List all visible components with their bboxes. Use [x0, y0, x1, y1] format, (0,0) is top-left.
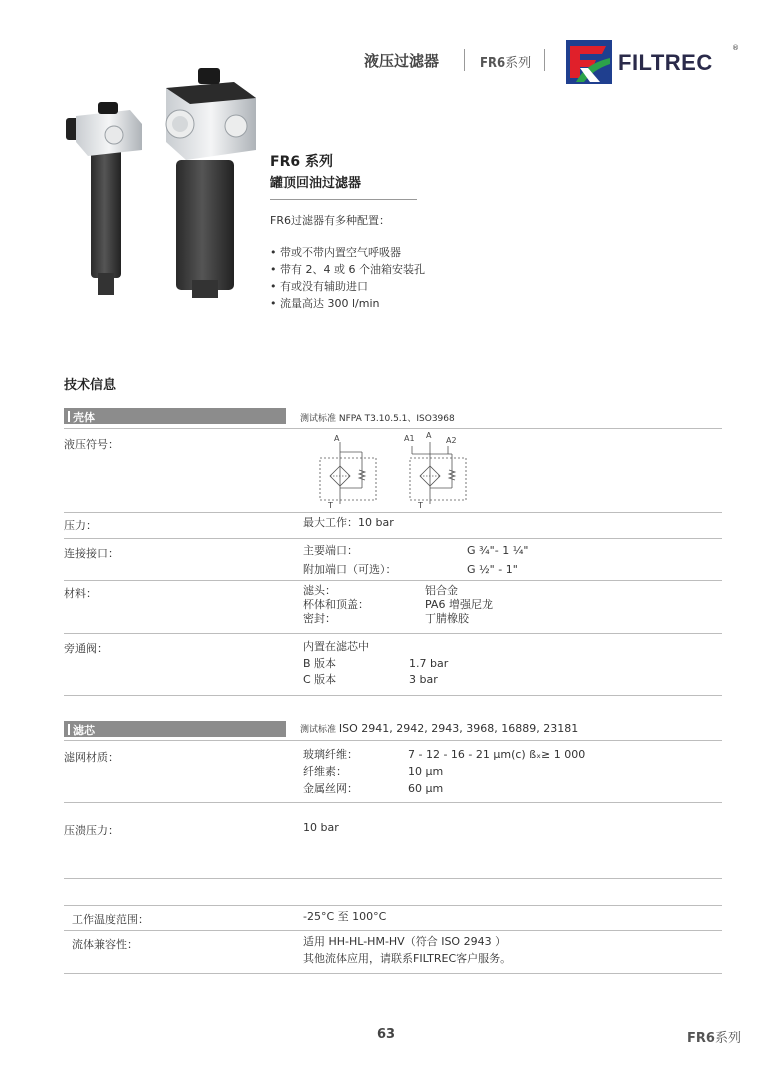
row-divider	[64, 695, 722, 696]
material-seal-value: 丁腈橡胶	[425, 612, 469, 625]
svg-text:A2: A2	[446, 436, 457, 445]
bypass-c-key: C 版本	[303, 673, 337, 686]
bypass-c-value: 3 bar	[409, 673, 438, 686]
row-divider	[64, 428, 722, 429]
fluid-line-2: 其他流体应用，请联系FILTREC客户服务。	[303, 952, 512, 965]
port-main-value: G ¾"- 1 ¼"	[467, 544, 529, 557]
list-item: • 有或没有辅助进口	[270, 278, 425, 295]
temp-value: -25°C 至 100°C	[303, 910, 387, 923]
media-glass-key: 玻璃纤维：	[303, 748, 358, 761]
row-divider	[64, 930, 722, 931]
material-bowl-key: 杯体和顶盖：	[303, 598, 369, 611]
housing-standard: 测试标准 NFPA T3.10.5.1、ISO3968	[300, 414, 455, 424]
port-main-key: 主要端口：	[303, 544, 358, 557]
media-mesh-value: 60 µm	[408, 782, 444, 795]
row-divider	[64, 973, 722, 974]
page-number: 63	[377, 1027, 396, 1042]
series-subtitle: 罐顶回油过滤器	[270, 176, 362, 191]
logo-wordmark: FILTREC	[618, 50, 713, 75]
product-photo	[58, 68, 263, 303]
housing-label: 壳体	[68, 409, 95, 425]
footer-series: FR6系列	[687, 1031, 741, 1046]
hydraulic-symbol	[306, 432, 482, 510]
temp-label: 工作温度范围：	[72, 913, 149, 926]
port-aux-value: G ½" - 1"	[467, 563, 518, 576]
intro-divider	[270, 199, 417, 200]
symbol-label: 液压符号：	[64, 438, 119, 451]
row-divider	[64, 740, 722, 741]
list-item: • 带有 2、4 或 6 个油箱安装孔	[270, 261, 425, 278]
media-cellulose-key: 纤维素：	[303, 765, 347, 778]
feature-list	[270, 244, 425, 312]
svg-text:T: T	[328, 501, 333, 510]
material-head-key: 滤头：	[303, 584, 336, 597]
material-head-value: 铝合金	[425, 584, 458, 597]
element-label: 滤芯	[68, 722, 95, 738]
header-title: 液压过滤器	[364, 52, 440, 70]
port-aux-key: 附加端口（可选）：	[303, 563, 397, 576]
row-divider	[64, 878, 722, 879]
media-glass-value: 7 - 12 - 16 - 21 µm(c) ßₓ≥ 1 000	[408, 748, 586, 761]
svg-text:T: T	[418, 501, 423, 510]
fluid-line-1: 适用 HH-HL-HM-HV（符合 ISO 2943 ）	[303, 935, 507, 948]
element-standard: 测试标准 ISO 2941, 2942, 2943, 3968, 16889, 23181	[300, 722, 579, 735]
pressure-value: 最大工作：10 bar	[303, 516, 394, 529]
svg-text:A: A	[426, 432, 432, 440]
pressure-label: 压力：	[64, 519, 97, 532]
header-divider	[544, 49, 545, 71]
collapse-label: 压溃压力：	[64, 824, 119, 837]
logo-registered: ®	[732, 44, 739, 52]
list-item: • 带或不带内置空气呼吸器	[270, 244, 425, 261]
bypass-b-value: 1.7 bar	[409, 657, 449, 670]
material-label: 材料：	[64, 587, 97, 600]
element-bar	[64, 721, 286, 737]
list-item: • 流量高达 300 l/min	[270, 295, 425, 312]
intro-lead: FR6过滤器有多种配置：	[270, 214, 390, 227]
header-series: FR6系列	[480, 56, 532, 71]
fluid-label: 流体兼容性：	[72, 938, 138, 951]
material-seal-key: 密封：	[303, 612, 336, 625]
row-divider	[64, 633, 722, 634]
svg-text:A1: A1	[404, 434, 415, 443]
media-mesh-key: 金属丝网：	[303, 782, 358, 795]
media-label: 滤网材质：	[64, 751, 119, 764]
row-divider	[64, 580, 722, 581]
collapse-value: 10 bar	[303, 821, 339, 834]
housing-bar	[64, 408, 286, 424]
media-cellulose-value: 10 µm	[408, 765, 444, 778]
row-divider	[64, 538, 722, 539]
row-divider	[64, 802, 722, 803]
material-bowl-value: PA6 增强尼龙	[425, 598, 493, 611]
header-divider	[464, 49, 465, 71]
bypass-head: 内置在滤芯中	[303, 640, 369, 653]
row-divider	[64, 512, 722, 513]
bypass-label: 旁通阀：	[64, 642, 108, 655]
svg-text:A: A	[334, 434, 340, 443]
bypass-b-key: B 版本	[303, 657, 337, 670]
row-divider	[64, 905, 722, 906]
series-title: FR6 系列	[270, 154, 333, 170]
ports-label: 连接接口：	[64, 547, 119, 560]
section-title: 技术信息	[64, 378, 117, 393]
